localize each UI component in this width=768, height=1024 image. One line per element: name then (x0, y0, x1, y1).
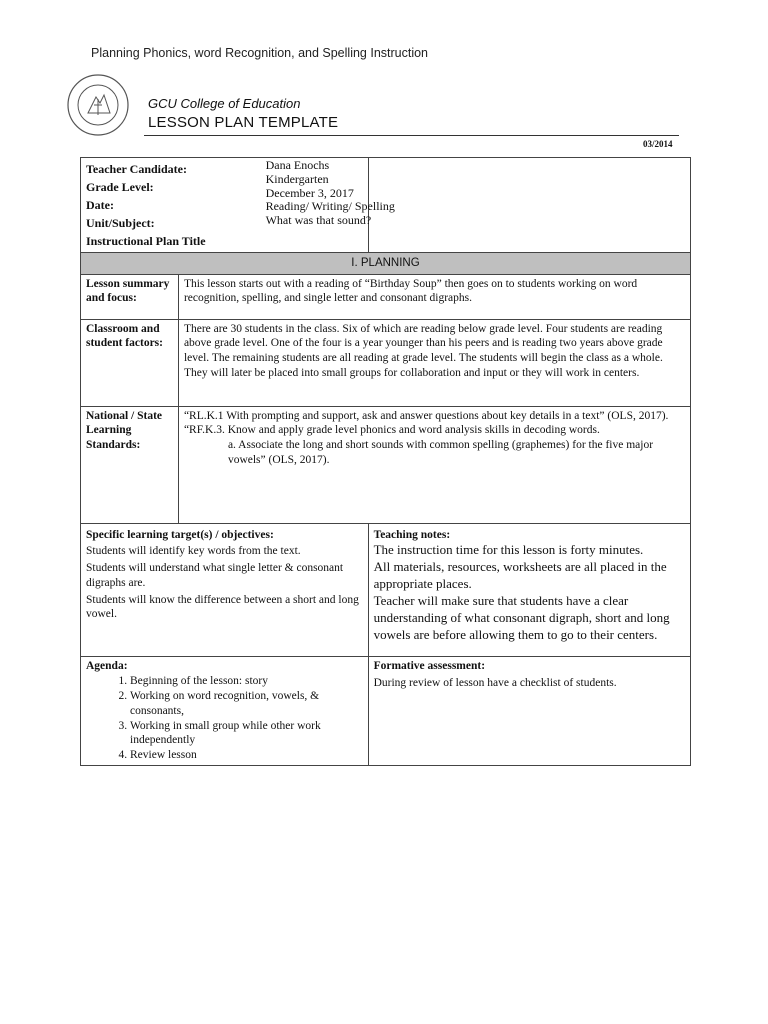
agenda-cell (81, 656, 369, 765)
objective-item: Students will understand what single letter & consonant digraphs are. (86, 562, 344, 589)
classroom-factors-label: Classroom and student factors: (81, 319, 179, 406)
classroom-factors-row (81, 319, 691, 406)
objective-item: Students will know the difference between a short and long vowel. (86, 593, 359, 621)
plan-title-label: Instructional Plan Title (86, 234, 206, 248)
formative-assessment-text: During review of lesson have a checklist of students. (373, 677, 617, 690)
planning-section-header: I. PLANNING (81, 253, 691, 275)
college-name: GCU College of Education (148, 96, 301, 111)
standard-rl-k-1: “RL.K.1 With prompting and support, ask and answer questions about key details in a text” (OLS, 2017). (183, 409, 669, 422)
teacher-candidate-value: Dana Enochs (265, 158, 330, 172)
teaching-note-item: All materials, resources, worksheets are all placed in the appropriate places. (373, 559, 667, 592)
header-info-row (81, 158, 691, 253)
date-label: Date: (86, 198, 114, 212)
header-values-cell (265, 158, 690, 253)
standard-rf-k-3-a: a. Associate the long and short sounds with common spelling (graphemes) for the five major vowels” (OLS, 2017). (227, 439, 654, 466)
agenda-item: 2. Working on word recognition, vowels, & consonants, (130, 689, 363, 718)
header-divider (144, 135, 679, 136)
unit-subject-value: Reading/ Writing/ Spelling (265, 199, 395, 214)
date-value: December 3, 2017 (265, 185, 354, 200)
standards-label: National / State Learning Standards: (81, 406, 179, 523)
standards-cell (178, 406, 690, 523)
lesson-plan-table (80, 157, 691, 766)
agenda-item: 3. Working in small group while other work independently (130, 719, 363, 748)
teaching-notes-cell (368, 523, 690, 656)
formative-assessment-cell (368, 656, 690, 765)
agenda-label: Agenda: (86, 659, 128, 672)
agenda-item: 4. Review lesson (130, 748, 363, 763)
teaching-note-item: Teacher will make sure that students have a clear understanding of what consonant digraph, short and long vowels are before allowing them to go to their centers. (373, 593, 670, 642)
objective-item: Students will identify key words from the text. (86, 545, 301, 558)
teacher-candidate-label: Teacher Candidate: (86, 162, 188, 176)
objectives-cell (81, 523, 369, 656)
classroom-factors-text: There are 30 students in the class. Six of which are reading below grade level. Four students are reading above grade level. One of the four is a year younger than his peers and is reading two years above grade level. The remaining students are all reading at grade level. The students will begin the class as a whole. They will later be placed into small groups for collaboration and input or they will work in centers. (178, 319, 690, 406)
plan-title-value: What was that sound? (265, 213, 372, 228)
university-seal-icon (66, 73, 130, 137)
objectives-label: Specific learning target(s) / objectives: (86, 528, 274, 541)
teaching-note-item: The instruction time for this lesson is forty minutes. (373, 542, 644, 558)
teaching-notes-label: Teaching notes: (373, 528, 451, 541)
grade-level-label: Grade Level: (86, 180, 154, 194)
document-title: Planning Phonics, word Recognition, and Spelling Instruction (91, 46, 429, 60)
grade-level-value: Kindergarten (265, 171, 329, 186)
agenda-assessment-row (81, 656, 691, 765)
standards-row (81, 406, 691, 523)
agenda-list (86, 674, 363, 762)
template-date-code: 03/2014 (643, 139, 673, 149)
formative-assessment-label: Formative assessment: (373, 659, 486, 672)
template-title: LESSON PLAN TEMPLATE (148, 114, 339, 131)
unit-subject-label: Unit/Subject: (86, 216, 155, 230)
standard-rf-k-3: “RF.K.3. Know and apply grade level phonics and word analysis skills in decoding words. (183, 424, 600, 437)
lesson-summary-label: Lesson summary and focus: (81, 274, 179, 319)
agenda-item: 1. Beginning of the lesson: story (130, 674, 363, 689)
objectives-notes-row (81, 523, 691, 656)
lesson-summary-text: This lesson starts out with a reading of “Birthday Soup” then goes on to students working on word recognition, spelling, and single letter and consonant digraphs. (178, 274, 690, 319)
planning-header-row (81, 253, 691, 275)
lesson-summary-row (81, 274, 691, 319)
